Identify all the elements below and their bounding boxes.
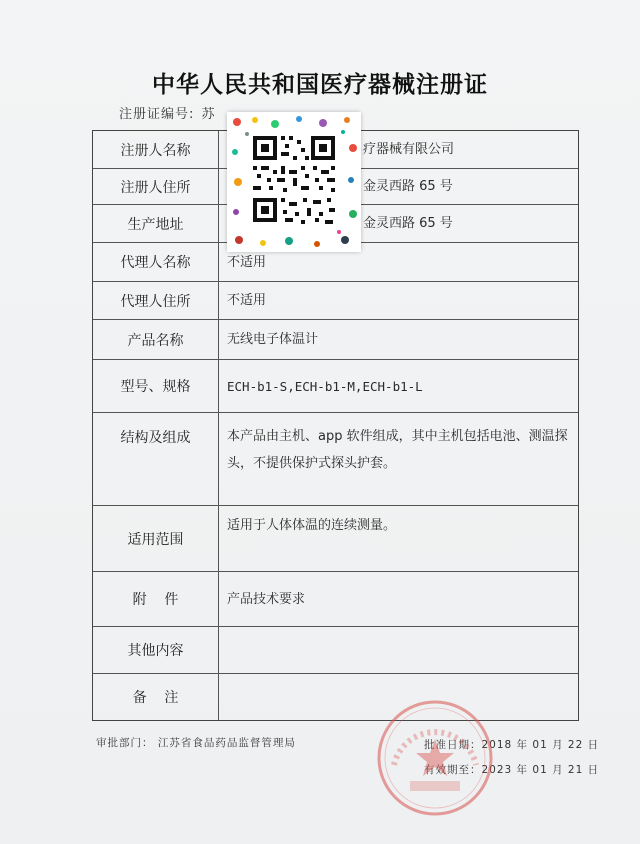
value-registrant-name: 疗器械有限公司: [363, 142, 455, 157]
value-model-spec: ECH-b1-S,ECH-b1-M,ECH-b1-L: [227, 378, 423, 394]
qr-code-graphic: [227, 112, 361, 252]
value-scope: 适用于人体体温的连续测量。: [227, 518, 397, 533]
label-scope: 适用范围: [93, 506, 219, 571]
label-product-name: 产品名称: [93, 320, 219, 359]
label-agent-address: 代理人住所: [93, 282, 219, 319]
label-agent-name: 代理人名称: [93, 243, 219, 281]
row-agent-address: [93, 281, 578, 319]
label-registrant-name: 注册人名称: [93, 131, 219, 168]
label-production-address: 生产地址: [93, 205, 219, 242]
row-structure: [93, 412, 578, 505]
registration-number-label: 注册证编号:: [119, 107, 195, 122]
qr-code-image: [227, 112, 361, 252]
value-product-name: 无线电子体温计: [227, 332, 319, 347]
row-model-spec: [93, 359, 578, 412]
value-registrant-address: 金灵西路 65 号: [363, 179, 453, 194]
label-attachment: 附 件: [93, 572, 219, 626]
value-other: [227, 627, 568, 673]
registration-number-value: 苏: [201, 107, 216, 122]
value-structure: 本产品由主机、app 软件组成，其中主机包括电池、测温探头，不提供保护式探头护套。: [227, 429, 568, 471]
registration-number: [117, 103, 216, 122]
certificate-title: 中华人民共和国医疗器械注册证: [152, 72, 488, 98]
label-model-spec: 型号、规格: [93, 360, 219, 412]
label-remarks: 备 注: [93, 674, 219, 720]
approval-date: 批准日期：2018 年 01 月 22 日: [424, 739, 600, 751]
seal-graphic: [372, 695, 498, 821]
label-other: 其他内容: [93, 627, 219, 673]
approving-department: 审批部门： 江苏省食品药品监督管理局: [96, 737, 296, 749]
row-remarks: [93, 673, 578, 720]
row-attachment: [93, 571, 578, 626]
row-scope: [93, 505, 578, 571]
official-seal: [372, 695, 498, 821]
value-attachment: 产品技术要求: [227, 591, 306, 607]
label-registrant-address: 注册人住所: [93, 169, 219, 204]
row-product-name: [93, 319, 578, 359]
value-agent-address: 不适用: [227, 293, 267, 308]
value-agent-name: 不适用: [227, 254, 267, 270]
expiry-date: 有效期至：2023 年 01 月 21 日: [424, 764, 600, 776]
row-other: [93, 626, 578, 673]
value-production-address: 金灵西路 65 号: [363, 216, 453, 231]
label-structure: 结构及组成: [93, 413, 219, 505]
